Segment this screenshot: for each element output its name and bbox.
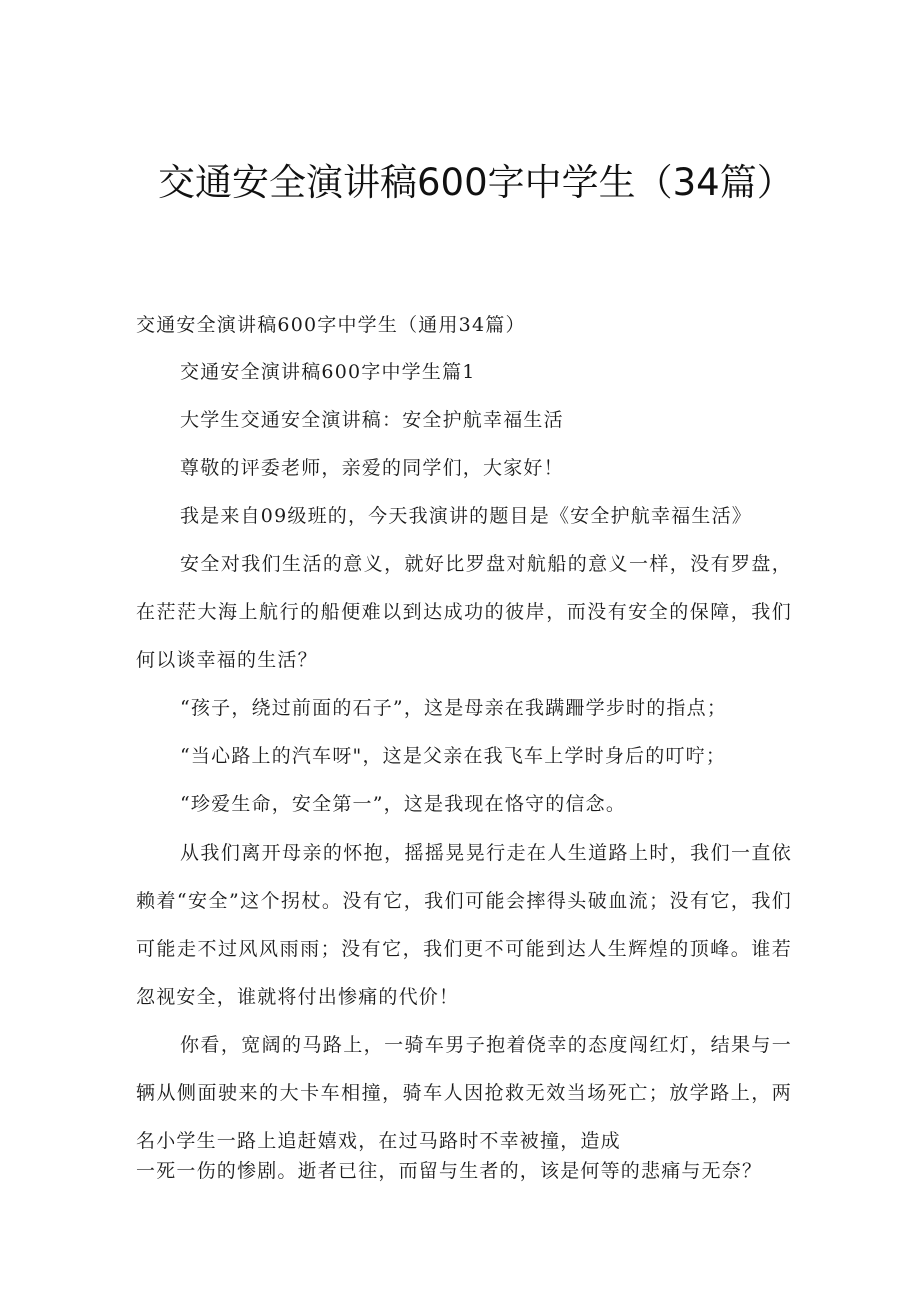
paragraph-compass: 安全对我们生活的意义，就好比罗盘对航船的意义一样，没有罗盘，在茫茫大海上航行的船便难以到达成功的彼岸，而没有安全的保障，我们何以谈幸福的生活？: [136, 553, 792, 671]
paragraph-accidents-continued: 一死一伤的惨剧。逝者已往，而留与生者的，该是何等的悲痛与无奈？: [136, 1160, 763, 1182]
quote-belief: “珍爱生命，安全第一”，这是我现在恪守的信念。: [180, 793, 627, 815]
document-title: 交通安全演讲稿600字中学生（34篇）: [158, 161, 794, 204]
speech-title: 大学生交通安全演讲稿：安全护航幸福生活: [180, 409, 564, 431]
document-body: [136, 0, 796, 1301]
paragraph-accidents: 你看，宽阔的马路上，一骑车男子抱着侥幸的态度闯红灯，结果与一辆从侧面驶来的大卡车相撞，骑车人因抢救无效当场死亡；放学路上，两名小学生一路上追赶嬉戏，在过马路时不幸被撞，造成: [136, 1034, 792, 1152]
paragraph-safety-crutch: 从我们离开母亲的怀抱，摇摇晃晃行走在人生道路上时，我们一直依赖着“安全”这个拐杖。没有它，我们可能会摔得头破血流；没有它，我们可能走不过风风雨雨；没有它，我们更不可能到达人生辉煌的顶峰。谁若忽视安全，谁就将付出惨痛的代价！: [136, 842, 792, 1008]
document-subtitle: 交通安全演讲稿600字中学生（通用34篇）: [136, 314, 526, 336]
quote-father: “当心路上的汽车呀"，这是父亲在我飞车上学时身后的叮咛；: [180, 745, 727, 767]
quote-mother: “孩子，绕过前面的石子”，这是母亲在我蹒跚学步时的指点；: [180, 697, 728, 719]
intro-line: 我是来自09级班的，今天我演讲的题目是《安全护航幸福生活》: [180, 505, 752, 527]
greeting-line: 尊敬的评委老师，亲爱的同学们，大家好！: [180, 457, 564, 479]
section-heading: 交通安全演讲稿600字中学生篇1: [180, 361, 476, 383]
